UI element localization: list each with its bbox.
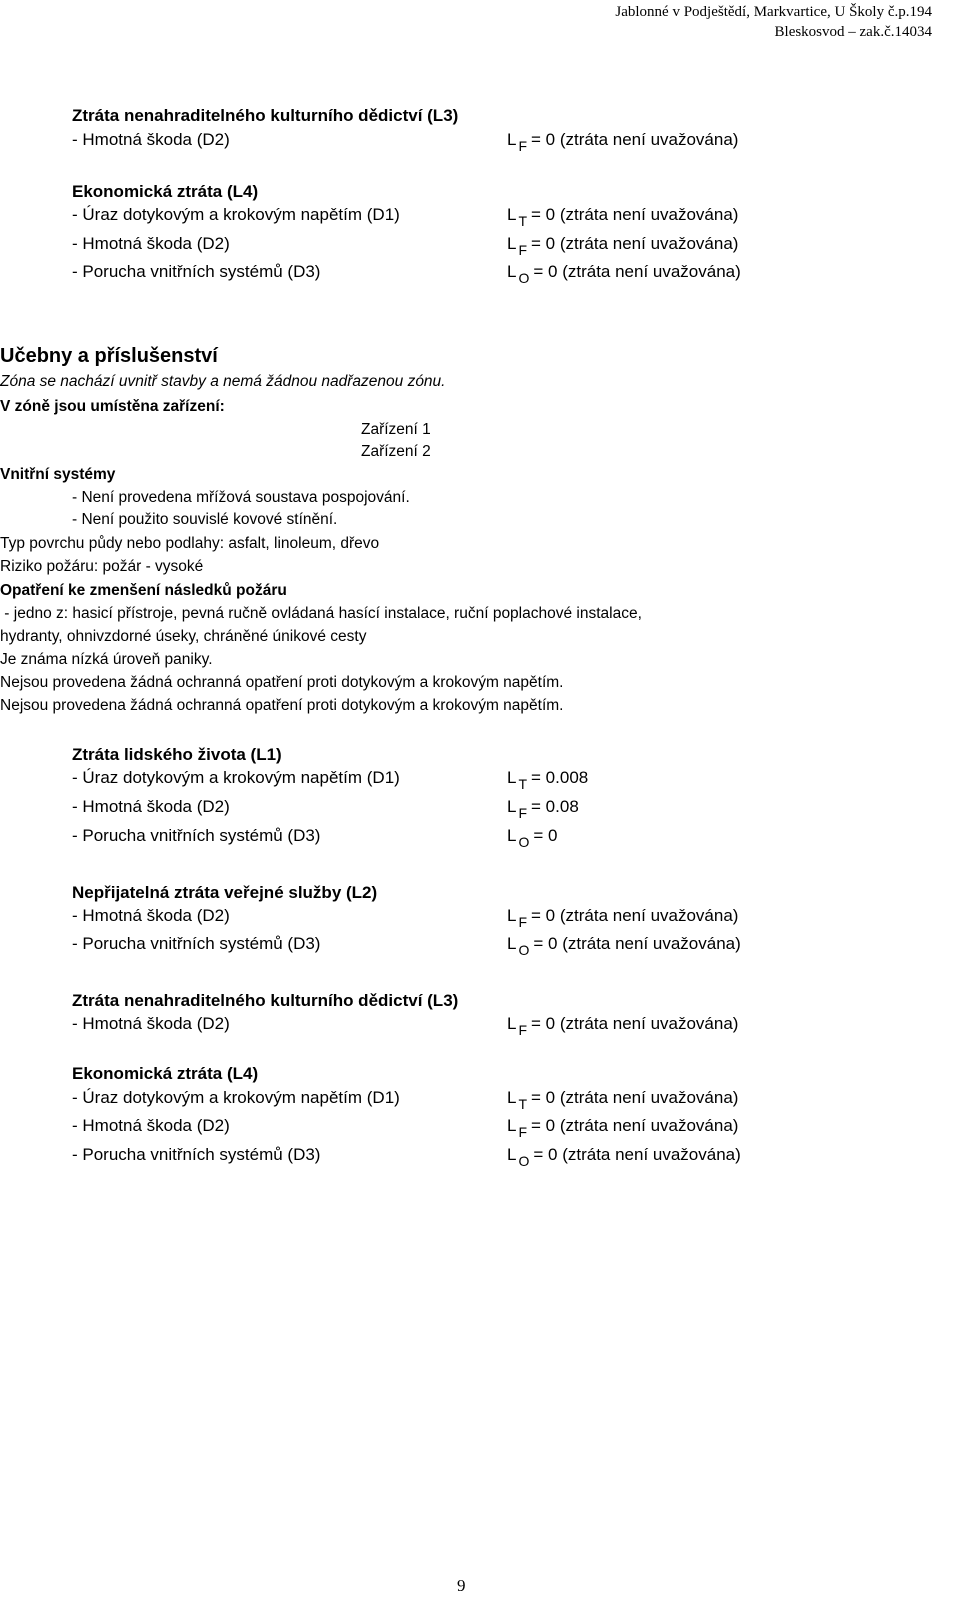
loss-row-value: L $_T$ = 0.008 [507,768,589,792]
loss-row-label: - Hmotná škoda (D2) [72,797,230,816]
internal-system-item: - Není použito souvislé kovové stínění. [72,511,338,528]
fire-measures-line: - jedno z: hasicí přístroje, pevná ručně ovládaná hasící instalace, ruční poplachové instalace, [0,605,642,622]
loss-l3-title: Ztráta nenahraditelného kulturního dědictví (L3) [72,991,459,1010]
internal-systems-heading: Vnitřní systémy [0,466,116,483]
zone-description: Zóna se nachází uvnitř stavby a nemá žádnou nadřazenou zónu. [0,373,446,390]
loss-l4-title: Ekonomická ztráta (L4) [72,182,259,201]
devices-heading: V zóně jsou umístěna zařízení: [0,398,225,415]
loss-row-label: - Hmotná škoda (D2) [72,234,230,253]
device-item: Zařízení 2 [361,443,431,460]
loss-row-value: L $_F$ = 0.08 [507,797,579,821]
loss-row-value: L $_O$ = 0 (ztráta není uvažována) [507,262,741,286]
loss-row-value: L $_F$ = 0 (ztráta není uvažována) [507,1116,739,1140]
protection-note: Nejsou provedena žádná ochranná opatření proti dotykovým a krokovým napětím. [0,697,564,714]
loss-row-label: - Úraz dotykovým a krokovým napětím (D1) [72,205,400,224]
loss-row-label: - Porucha vnitřních systémů (D3) [72,826,321,845]
surface-type: Typ povrchu půdy nebo podlahy: asfalt, linoleum, dřevo [0,535,380,552]
panic-level: Je známa nízká úroveň paniky. [0,651,213,668]
loss-row-label: - Porucha vnitřních systémů (D3) [72,1145,321,1164]
header-address: Jablonné v Podještědí, Markvartice, U Školy č.p.194 [615,4,932,20]
loss-row-label: - Hmotná škoda (D2) [72,1116,230,1135]
zone-title: Učebny a příslušenství [0,345,218,367]
fire-measures-line: hydranty, ohnivzdorné úseky, chráněné únikové cesty [0,628,367,645]
loss-row-value: L $_F$ = 0 (ztráta není uvažována) [507,1014,739,1038]
loss-row-label: - Úraz dotykovým a krokovým napětím (D1) [72,768,400,787]
loss-row-value: L $_O$ = 0 (ztráta není uvažována) [507,934,741,958]
loss-row-label: - Porucha vnitřních systémů (D3) [72,262,321,281]
loss-row-value: L $_F$ = 0 (ztráta není uvažována) [507,906,739,930]
header-contract: Bleskosvod – zak.č.14034 [774,24,932,40]
loss-l2-title: Nepřijatelná ztráta veřejné služby (L2) [72,883,378,902]
loss-l1-title: Ztráta lidského života (L1) [72,745,282,764]
loss-row-value: L $_F$ = 0 (ztráta není uvažována) [507,234,739,258]
fire-risk: Riziko požáru: požár - vysoké [0,558,204,575]
device-item: Zařízení 1 [361,421,431,438]
loss-row-label: - Hmotná škoda (D2) [72,906,230,925]
loss-row-value: L $_O$ = 0 (ztráta není uvažována) [507,1145,741,1169]
loss-row-value: L $_O$ = 0 [507,826,558,850]
loss-row-value: L $_T$ = 0 (ztráta není uvažována) [507,205,739,229]
loss-row-label: - Hmotná škoda (D2) [72,1014,230,1033]
page-number: 9 [457,1576,466,1595]
loss-row-label: - Hmotná škoda (D2) [72,130,230,149]
loss-row-value: L $_T$ = 0 (ztráta není uvažována) [507,1088,739,1112]
loss-l4-title: Ekonomická ztráta (L4) [72,1064,259,1083]
loss-l3-title: Ztráta nenahraditelného kulturního dědictví (L3) [72,106,459,125]
internal-system-item: - Není provedena mřížová soustava pospojování. [72,489,410,506]
fire-measures-heading: Opatření ke zmenšení následků požáru [0,582,287,599]
loss-row-label: - Úraz dotykovým a krokovým napětím (D1) [72,1088,400,1107]
protection-note: Nejsou provedena žádná ochranná opatření proti dotykovým a krokovým napětím. [0,674,564,691]
loss-row-value: L $_F$ = 0 (ztráta není uvažována) [507,130,739,154]
loss-row-label: - Porucha vnitřních systémů (D3) [72,934,321,953]
